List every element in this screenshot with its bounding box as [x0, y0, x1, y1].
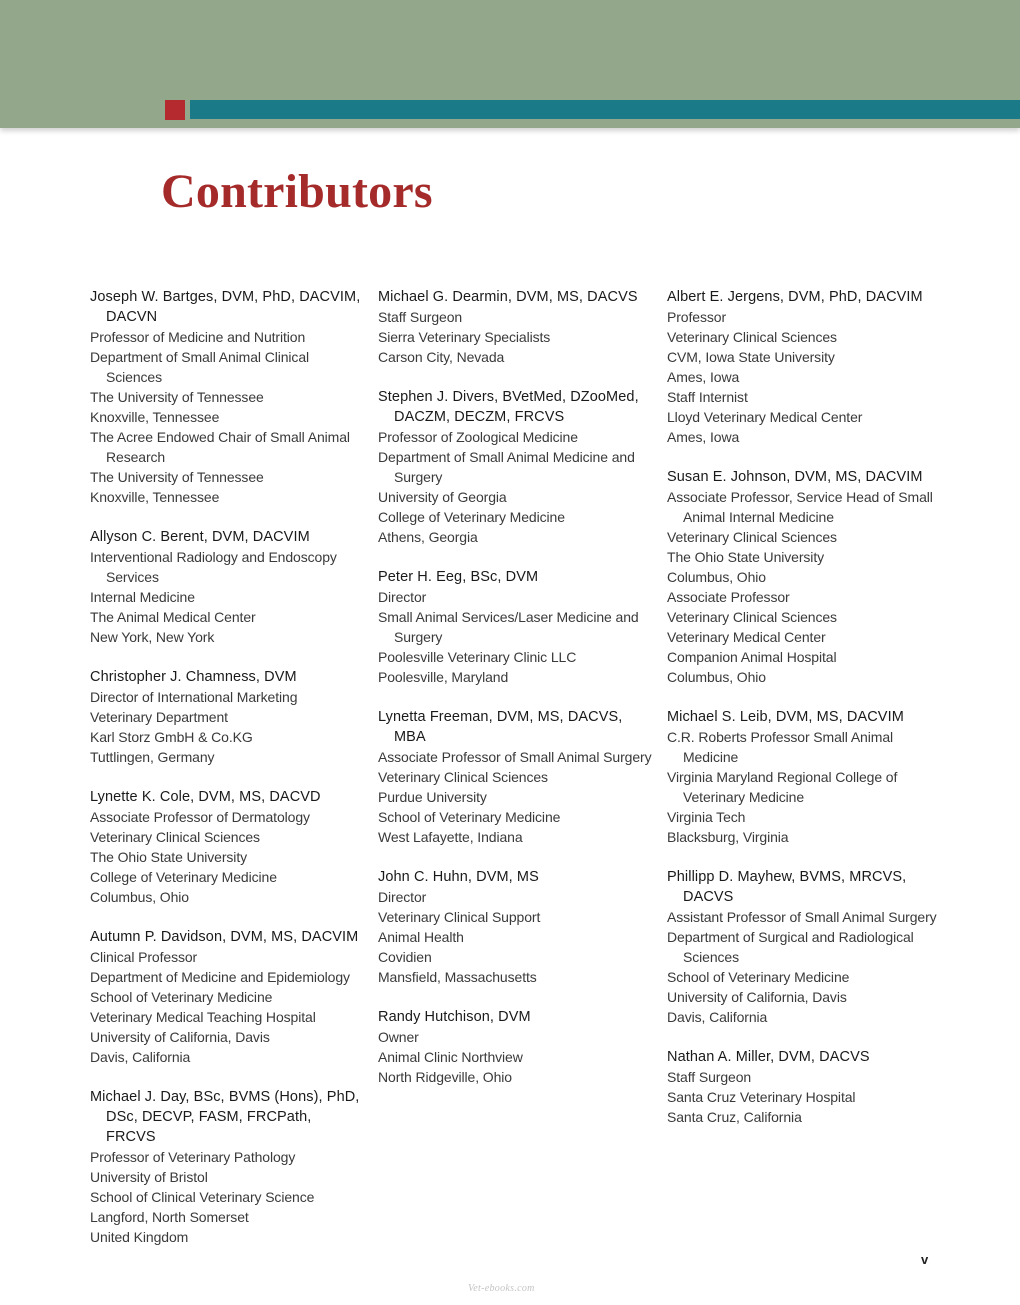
contributor-affiliation: College of Veterinary Medicine: [378, 509, 565, 525]
contributor-entry: [90, 527, 365, 647]
contributor-affiliation: Companion Animal Hospital: [667, 649, 837, 665]
contributor-name: Allyson C. Berent, DVM, DACVIM: [90, 529, 310, 545]
contributor-affiliation: School of Clinical Veterinary Science: [90, 1189, 315, 1205]
contributor-entry: [378, 567, 653, 687]
contributor-entry: [667, 707, 947, 847]
contributor-entry: [90, 287, 365, 507]
contributor-affiliation: Veterinary Medical Center: [667, 629, 826, 645]
contributor-affiliation: The Ohio State University: [90, 849, 248, 865]
contributor-entry: [90, 667, 365, 767]
contributor-affiliation: School of Veterinary Medicine: [378, 809, 561, 825]
contributor-affiliation: Internal Medicine: [90, 589, 195, 605]
contributor-affiliation: Director: [378, 589, 427, 605]
contributor-affiliation: Ames, Iowa: [667, 369, 740, 385]
contributor-affiliation: The Ohio State University: [667, 549, 825, 565]
contributor-name: John C. Huhn, DVM, MS: [378, 869, 539, 885]
contributor-affiliation: Professor of Veterinary Pathology: [90, 1149, 296, 1165]
contributor-affiliation: Associate Professor, Service Head of Small Animal Internal Medicine: [667, 489, 933, 525]
contributor-affiliation: North Ridgeville, Ohio: [378, 1069, 512, 1085]
contributor-affiliation: Tuttlingen, Germany: [90, 749, 215, 765]
contributor-affiliation: School of Veterinary Medicine: [90, 989, 273, 1005]
contributor-name: Susan E. Johnson, DVM, MS, DACVIM: [667, 469, 923, 485]
contributor-affiliation: Virginia Tech: [667, 809, 746, 825]
contributor-affiliation: Columbus, Ohio: [667, 569, 766, 585]
contributors-column-1: [90, 287, 365, 1267]
contributor-affiliation: Langford, North Somerset: [90, 1209, 249, 1225]
contributor-entry: [667, 867, 947, 1027]
contributor-affiliation: Purdue University: [378, 789, 487, 805]
contributor-affiliation: Mansfield, Massachusetts: [378, 969, 537, 985]
contributor-affiliation: Small Animal Services/Laser Medicine and Surgery: [378, 609, 639, 645]
contributor-affiliation: Veterinary Medical Teaching Hospital: [90, 1009, 316, 1025]
contributor-name: Michael J. Day, BSc, BVMS (Hons), PhD, DSc, DECVP, FASM, FRCPath, FRCVS: [90, 1089, 360, 1145]
contributor-affiliation: Associate Professor of Small Animal Surgery: [378, 749, 652, 765]
contributor-entry: [378, 387, 653, 547]
contributor-affiliation: Animal Clinic Northview: [378, 1049, 523, 1065]
contributor-affiliation: Department of Small Animal Clinical Sciences: [90, 349, 310, 385]
contributor-affiliation: University of Georgia: [378, 489, 507, 505]
contributor-entry: [378, 1007, 653, 1087]
contributor-name: Michael S. Leib, DVM, MS, DACVIM: [667, 709, 904, 725]
contributor-affiliation: Poolesville, Maryland: [378, 669, 509, 685]
contributor-name: Nathan A. Miller, DVM, DACVS: [667, 1049, 870, 1065]
contributor-affiliation: Sierra Veterinary Specialists: [378, 329, 551, 345]
contributor-affiliation: Blacksburg, Virginia: [667, 829, 789, 845]
contributor-affiliation: Staff Surgeon: [378, 309, 463, 325]
contributor-name: Stephen J. Divers, BVetMed, DZooMed, DACZM, DECZM, FRCVS: [378, 389, 639, 425]
contributor-affiliation: Knoxville, Tennessee: [90, 489, 220, 505]
contributor-affiliation: University of California, Davis: [90, 1029, 270, 1045]
contributor-affiliation: Assistant Professor of Small Animal Surgery: [667, 909, 937, 925]
contributor-affiliation: Poolesville Veterinary Clinic LLC: [378, 649, 577, 665]
contributor-affiliation: Associate Professor: [667, 589, 790, 605]
contributor-affiliation: Director of International Marketing: [90, 689, 298, 705]
contributor-entry: [378, 707, 653, 847]
contributor-affiliation: Veterinary Department: [90, 709, 228, 725]
contributor-affiliation: Professor of Zoological Medicine: [378, 429, 578, 445]
accent-square: [165, 100, 185, 120]
contributor-entry: [667, 287, 947, 447]
contributor-name: Christopher J. Chamness, DVM: [90, 669, 297, 685]
contributor-name: Phillipp D. Mayhew, BVMS, MRCVS, DACVS: [667, 869, 907, 905]
contributor-affiliation: Athens, Georgia: [378, 529, 478, 545]
contributor-affiliation: West Lafayette, Indiana: [378, 829, 523, 845]
contributor-affiliation: Veterinary Clinical Sciences: [378, 769, 548, 785]
contributors-column-2: [378, 287, 653, 1107]
accent-bar: [190, 100, 1020, 119]
contributor-affiliation: Staff Surgeon: [667, 1069, 752, 1085]
contributor-affiliation: Professor of Medicine and Nutrition: [90, 329, 306, 345]
contributor-affiliation: Director: [378, 889, 427, 905]
contributor-affiliation: Ames, Iowa: [667, 429, 740, 445]
contributor-affiliation: Associate Professor of Dermatology: [90, 809, 310, 825]
contributor-name: Lynetta Freeman, DVM, MS, DACVS, MBA: [378, 709, 623, 745]
contributor-affiliation: Virginia Maryland Regional College of Veterinary Medicine: [667, 769, 898, 805]
contributor-affiliation: The University of Tennessee: [90, 389, 264, 405]
contributor-affiliation: Department of Small Animal Medicine and Surgery: [378, 449, 635, 485]
contributor-affiliation: University of California, Davis: [667, 989, 847, 1005]
contributor-affiliation: College of Veterinary Medicine: [90, 869, 277, 885]
contributor-entry: [378, 287, 653, 367]
contributor-affiliation: Karl Storz GmbH & Co.KG: [90, 729, 253, 745]
contributor-affiliation: Davis, California: [667, 1009, 768, 1025]
contributor-entry: [90, 787, 365, 907]
contributor-name: Randy Hutchison, DVM: [378, 1009, 531, 1025]
contributor-name: Peter H. Eeg, BSc, DVM: [378, 569, 539, 585]
contributor-affiliation: Davis, California: [90, 1049, 191, 1065]
contributor-affiliation: Veterinary Clinical Sciences: [667, 329, 837, 345]
contributor-entry: [90, 927, 365, 1067]
contributor-affiliation: Knoxville, Tennessee: [90, 409, 220, 425]
contributor-affiliation: Animal Health: [378, 929, 464, 945]
contributor-affiliation: Owner: [378, 1029, 419, 1045]
contributor-entry: [667, 1047, 947, 1127]
contributor-affiliation: The Acree Endowed Chair of Small Animal Research: [90, 429, 350, 465]
contributor-affiliation: The Animal Medical Center: [90, 609, 256, 625]
contributor-entry: [90, 1087, 365, 1247]
contributor-name: Michael G. Dearmin, DVM, MS, DACVS: [378, 289, 638, 305]
contributor-affiliation: Santa Cruz, California: [667, 1109, 802, 1125]
contributor-name: Joseph W. Bartges, DVM, PhD, DACVIM, DACVN: [90, 289, 361, 325]
page-title: Contributors: [161, 165, 433, 218]
contributor-affiliation: C.R. Roberts Professor Small Animal Medicine: [667, 729, 894, 765]
contributor-affiliation: Professor: [667, 309, 727, 325]
contributor-affiliation: Clinical Professor: [90, 949, 198, 965]
contributor-affiliation: Veterinary Clinical Sciences: [90, 829, 260, 845]
contributor-affiliation: Columbus, Ohio: [90, 889, 189, 905]
contributor-entry: [378, 867, 653, 987]
contributor-affiliation: The University of Tennessee: [90, 469, 264, 485]
contributor-affiliation: Staff Internist: [667, 389, 748, 405]
contributor-affiliation: Lloyd Veterinary Medical Center: [667, 409, 863, 425]
contributor-affiliation: Veterinary Clinical Support: [378, 909, 541, 925]
watermark: Vet-ebooks.com: [468, 1283, 535, 1294]
contributor-affiliation: United Kingdom: [90, 1229, 189, 1245]
contributor-affiliation: New York, New York: [90, 629, 215, 645]
contributors-column-3: [667, 287, 947, 1147]
contributor-entry: [667, 467, 947, 687]
contributor-affiliation: Santa Cruz Veterinary Hospital: [667, 1089, 856, 1105]
contributor-affiliation: Department of Surgical and Radiological Sciences: [667, 929, 914, 965]
contributor-affiliation: School of Veterinary Medicine: [667, 969, 850, 985]
contributor-affiliation: Interventional Radiology and Endoscopy Services: [90, 549, 337, 585]
contributor-affiliation: Department of Medicine and Epidemiology: [90, 969, 350, 985]
contributor-name: Albert E. Jergens, DVM, PhD, DACVIM: [667, 289, 923, 305]
contributor-name: Autumn P. Davidson, DVM, MS, DACVIM: [90, 929, 359, 945]
page-number: v: [921, 1252, 929, 1267]
contributor-affiliation: Covidien: [378, 949, 432, 965]
contributor-affiliation: Veterinary Clinical Sciences: [667, 529, 837, 545]
contributor-affiliation: Veterinary Clinical Sciences: [667, 609, 837, 625]
contributor-affiliation: Columbus, Ohio: [667, 669, 766, 685]
contributor-affiliation: University of Bristol: [90, 1169, 208, 1185]
contributor-name: Lynette K. Cole, DVM, MS, DACVD: [90, 789, 321, 805]
contributor-affiliation: Carson City, Nevada: [378, 349, 505, 365]
contributor-affiliation: CVM, Iowa State University: [667, 349, 835, 365]
